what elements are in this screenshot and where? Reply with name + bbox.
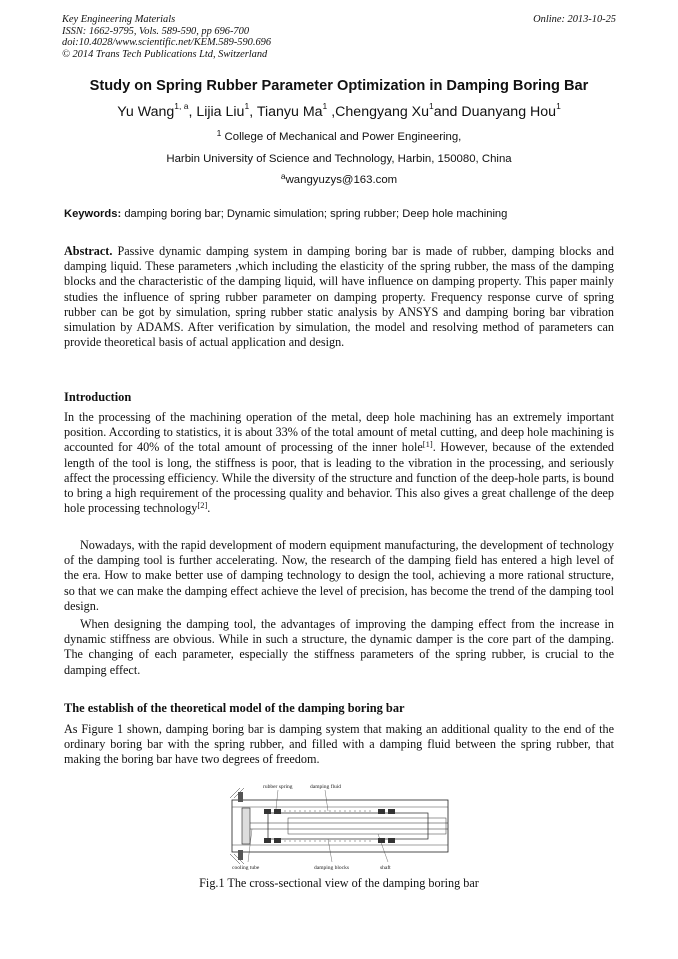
author-list: Yu Wang$^{1, a}$, Lijia Liu$^1$, Tianyu Ma$^1$ ,Chengyang Xu$^1$and Duanyang Hou$^1$ [117,101,561,120]
figure-label-cooling-tube: cooling tube [232,865,260,871]
author-name: Yu Wang [117,104,175,120]
email-text: wangyuzys@163.com [285,174,398,186]
figure-housing [232,800,448,852]
abstract-text: Passive dynamic damping system in damping boring bar is made of rubber, damping blocks and damping liquid. These parameters ,which including the elasticity of the spring rubber, the mass of the damping blocks and the characteristic of the damping liquid, will have influence on damping property. This paper mainly studies the influence of spring rubber parameter on damping property. Frequency response curve of spring rubber can be got by simulation, spring rubber static analysis by ANSYS and damping boring bar vibration simulation by ADAMS. After verification by simulation, the model and resolving method of parameters can provide theoretical basis of actual application and design. [64,244,614,350]
author-name: Chengyang Xu [335,104,430,120]
copyright-line: © 2014 Trans Tech Publications Ltd, Switzerland [62,48,268,60]
figure-end-cap [242,808,250,844]
introduction-heading: Introduction [64,390,132,404]
figure-damping-fluid [284,811,374,841]
author-name: Tianyu Ma [256,104,323,120]
journal-name: Key Engineering Materials [62,14,176,25]
figure-caption: Fig.1 The cross-sectional view of the damping boring bar [199,876,479,890]
boring-bar-figure [228,780,452,872]
citation-2: [2] [197,500,208,511]
author-sup: 1, a [174,101,189,111]
paper-title: Study on Spring Rubber Parameter Optimization in Damping Boring Bar [89,78,589,94]
figure-label-damping-blocks: damping blocks [314,865,349,871]
journal-header [62,14,271,60]
email-sup: a [280,171,286,181]
intro-p1-text-b: . However, because of the extended length of the tool is long, the stiffness is poor, that is leading to the vibration in the processing, and seriously affect the processing efficiency. While the diversity of the structure and function of the deep-hole parts, is bound to bring a high requirement of the processing quality and behavior. This also gives a great challenge of the deep hole processing technology [64,440,614,516]
citation-1: [1] [422,439,433,450]
figure-label-rubber-spring: rubber spring [263,784,293,790]
doi-line: doi:10.4028/www.scientific.net/KEM.589-590.696 [62,37,272,49]
figure-bolt [238,850,243,860]
intro-p1-text-c: . [207,501,211,516]
intro-p1-text-a: In the processing of the machining operation of the metal, deep hole machining has an extremely important position. According to statistics, it is about 33% of the total amount of metal cutting, and deep hole machining is accounted for 40% of the total amount of processing of the inner hole [64,410,614,455]
affiliation-line-1 [0,128,678,143]
issn-line: ISSN: 1662-9795, Vols. 589-590, pp 696-700 [62,25,250,37]
figure-leaders [248,790,388,862]
author-sup: 1 [322,101,328,111]
affiliation-text: College of Mechanical and Power Engineering, [224,131,462,143]
keywords-text: damping boring bar; Dynamic simulation; spring rubber; Deep hole machining [124,208,508,220]
email-line [0,171,678,186]
intro-paragraph-2: Nowadays, with the rapid development of modern equipment manufacturing, the development of technology of the damping tool is further accelerating. Now, the research of the damping field has entered a high level of the era. How to make better use of damping technology to design the tool, achieving a more rational structure, so that we can make the damping effect achieve the level of precision, has become the trend of the damping tool design. [64,538,614,613]
keywords-label: Keywords: [64,208,122,220]
affiliation-sup: 1 [216,128,222,138]
author-sup: 1 [429,101,434,111]
intro-paragraph-3: When designing the damping tool, the advantages of improving the damping effect from the increase in dynamic stiffness are obvious. While in such a structure, the dynamic damper is the core part of the damping. The changing of each parameter, especially the stiffness parameters of the spring rubber, is crucial to the damping effect. [64,617,614,677]
figure-label-damping-fluid: damping fluid [310,784,342,790]
author-sup: 1 [244,101,250,111]
author-name: Lijia Liu [196,104,245,120]
figure-bolt [238,792,243,802]
affiliation-line-2: Harbin University of Science and Technology, Harbin, 150080, China [166,153,512,165]
section-2-paragraph: As Figure 1 shown, damping boring bar is damping system that making an additional quality to the end of the ordinary boring bar with the spring rubber, and filled with a damping fluid between the spring rubber, that making the boring bar have two degrees of freedom. [64,722,614,767]
author-sup: 1 [556,101,561,111]
figure-damping-block [268,813,428,839]
abstract-label: Abstract. [64,244,113,258]
intro-paragraph-1 [64,410,614,516]
abstract [64,244,614,350]
section-2-heading: The establish of the theoretical model of the damping boring bar [64,701,405,715]
figure-rubber-springs [264,809,395,843]
author-name: Duanyang Hou [461,104,557,120]
online-date: Online: 2013-10-25 [533,14,616,25]
figure-label-shaft: shaft [380,865,391,871]
keywords [64,208,507,220]
figure-shaft [288,818,446,834]
